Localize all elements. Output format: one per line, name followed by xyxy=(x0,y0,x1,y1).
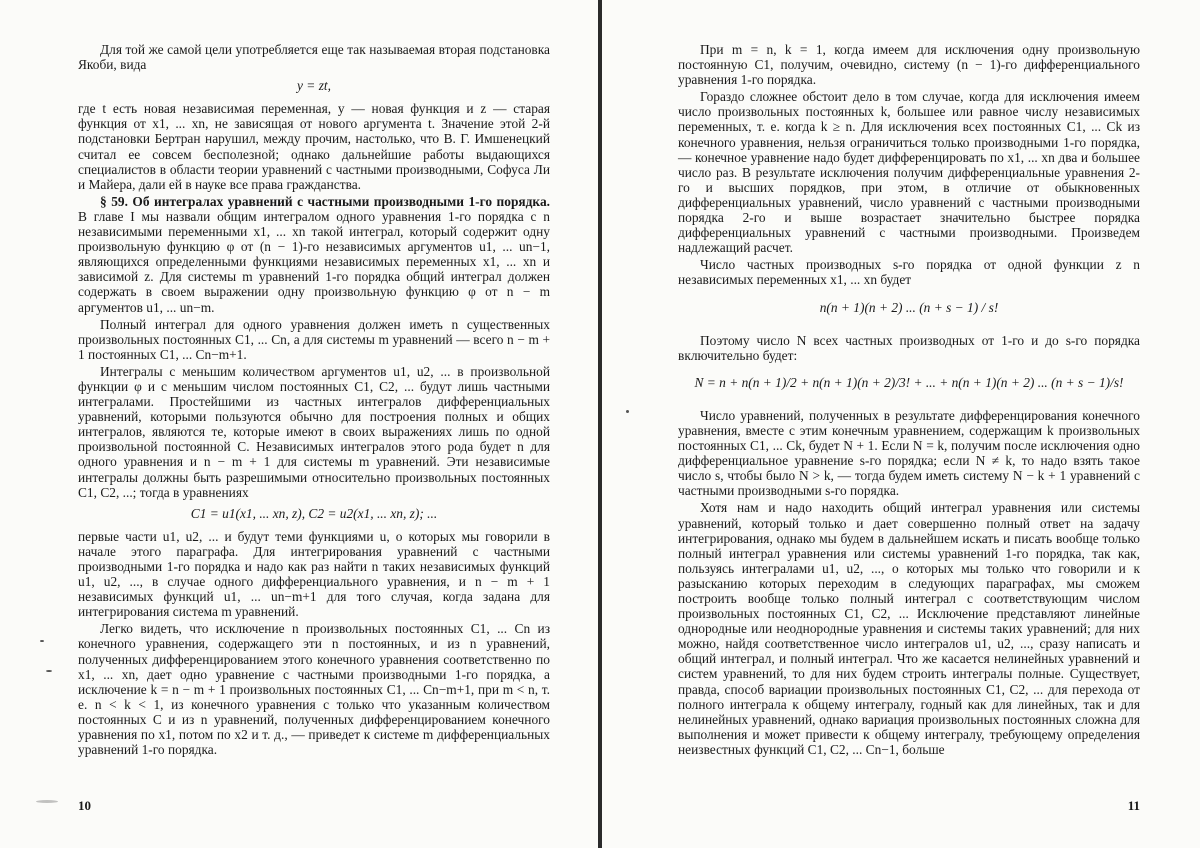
formula-constants: C1 = u1(x1, ... xn, z), C2 = u2(x1, ... xn, z); ... xyxy=(78,506,550,521)
left-page xyxy=(0,0,598,848)
scan-noise xyxy=(36,800,58,803)
formula-count: n(n + 1)(n + 2) ... (n + s − 1) / s! xyxy=(678,300,1140,315)
although-paragraph: Хотя нам и надо находить общий интеграл уравнения или системы уравнений, который только и дает совершенно полный ответ на задачу интегрирования, однако мы будем в дальнейшем искать и писать вообще только полный интеграл уравнения или системы уравнений 1-го порядка, так как, пользуясь интегралами u1, u2, ..., о которых мы только что говорили и к разысканию которых переходим в следующих параграфах, мы сможем построить вообще только полный интеграл с соответствующим числом произвольных постоянных C1, C2, ... Исключение представляют линейные однородные или неоднородные уравнения и системы таких уравнений; для них можно, найдя соответственное число интегралов u1, u2, ..., сразу написать и общий интеграл, и полный интеграл. Что же касается нелинейных уравнений и систем уравнений, то для них будем строить интегралы полные. Существует, правда, способ вариации произвольных постоянных C1, C2, ... для перехода от полного интеграла к общему интегралу, годный как для линейных, так и для нелинейных уравнений, однако вариация произвольных постоянных сложна для выполнения и может привести к общему интегралу, требующему определения неизвестных функций C1, C2, ... Cn−1, больше xyxy=(678,500,1140,757)
left-text-column xyxy=(78,42,550,759)
section-59-title: § 59. Об интегралах уравнений с частными производными 1-го порядка. xyxy=(100,194,550,209)
full-integral-paragraph: Полный интеграл для одного уравнения должен иметь n существенных произвольных постоянных C1, ... Cn, а для системы m уравнений — всего n − m + 1 постоянных C1, ... Cn−m+1. xyxy=(78,317,550,362)
first-parts-paragraph: первые части u1, u2, ... и будут теми функциями u, о которых мы говорили в начале этого параграфа. Для интегрирования уравнений с частными производными 1-го порядка и надо как раз найти n таких независимых функций u1, u2, ..., в случае одного дифференциального уравнения, и n − m + 1 независимых функций u1, ... un−m+1 для того случая, когда задана для интегрирования система m уравнений. xyxy=(78,529,550,620)
variables-paragraph: где t есть новая независимая переменная, y — новая функция и z — старая функция от x1, ... xn, не зависящая от нового аргумента t. Значение этой 2-й подстановки Бертран нарушил, между прочим, настолько, что В. Г. Имшенецкий считал ее совсем бесполезной; однако дальнейшие работы выдающихся специалистов в области теории уравнений с частными производными, Софуса Ли и Майера, дали ей в науке все права гражданства. xyxy=(78,101,550,192)
equations-count-paragraph: Число уравнений, полученных в результате дифференцирования конечного уравнения, вместе с этим конечным уравнением, содержащим k произвольных постоянных C1, ... Ck, будет N + 1. Если N = k, получим после исключения одно дифференциальное уравнение s-го порядка; если N ≠ k, то надо взять такое число s, чтобы было N > k, — тогда будем иметь систему N − k + 1 уравнений с частными производными s-го порядка. xyxy=(678,408,1140,499)
right-text-column xyxy=(678,42,1140,759)
formula-N: N = n + n(n + 1)/2 + n(n + 1)(n + 2)/3! + ... + n(n + 1)(n + 2) ... (n + s − 1)/s! xyxy=(678,375,1140,390)
when-m-equals-n-paragraph: При m = n, k = 1, когда имеем для исключения одну произвольную постоянную C1, получим, очевидно, систему (n − 1)-го дифференциального уравнения 1-го порядка. xyxy=(678,42,1140,87)
page-number-right: 11 xyxy=(1128,798,1140,814)
page-number-left: 10 xyxy=(78,798,91,814)
therefore-paragraph: Поэтому число N всех частных производных от 1-го и до s-го порядка включительно будет: xyxy=(678,333,1140,363)
scan-noise xyxy=(40,640,44,642)
easy-to-see-paragraph: Легко видеть, что исключение n произвольных постоянных C1, ... Cn из конечного уравнения, содержащего эти n постоянных, и из n уравнений, полученных дифференцированием этого конечного уравнения соответственно по x1, ... xn, дает одно уравнение с частными производными 1-го порядка, а исключение k = n − m + 1 произвольных постоянных C1, ... Cn−m+1, при m < n, т. е. n < k < 1, из конечного уравнения с только что указанным количеством постоянных C и из n уравнений, полученных дифференцированием конечного уравнения по x1, потом по x2 и т. д., — приведет к системе m дифференциальных уравнений 1-го порядка. xyxy=(78,621,550,757)
section-59-text: В главе I мы назвали общим интегралом одного уравнения 1-го порядка с n независимыми переменными x1, ... xn такой интеграл, который содержит одну произвольную функцию φ от (n − 1)-го независимых аргументов u1, ... un−1, являющихся определенными функциями независимых переменных x1, ... xn и зависимой z. Для системы m уравнений 1-го порядка общий интеграл должен содержать в своем выражении одну произвольную функцию φ от n − m аргументов u1, ... un−m. xyxy=(78,209,550,315)
integrals-paragraph: Интегралы с меньшим количеством аргументов u1, u2, ... в произвольной функции φ и с меньшим числом постоянных C1, C2, ... будут лишь частными интегралами. Простейшими из частных интегралов дифференциальных уравнений, которыми пользуются обычно для построения полных и общих интегралов, являются те, которые имеют в своих выражениях лишь по одной произвольной постоянной C. Независимых интегралов этого рода будет n для одного уравнения и n − m + 1 для системы m уравнений. Эти независимые интегралы должны быть разрешимыми относительно произвольных постоянных C1, C2, ...; тогда в уравнениях xyxy=(78,364,550,500)
right-page xyxy=(602,0,1200,848)
harder-case-paragraph: Гораздо сложнее обстоит дело в том случае, когда для исключения имеем число произвольных постоянных k, большее или равное числу независимых переменных, т. е. когда k ≥ n. Для исключения всех постоянных C1, ... Ck из конечного уравнения, нельзя ограничиться только производными 1-го порядка, — конечное уравнение надо будет дифференцировать по x1, ... xn два и большее число раз. В результате исключения получим дифференциальные уравнения 2-го и высших порядков, при этом, в отличие от обыкновенных дифференциальных уравнений, число уравнений с частными производными порядка 2-го и выше возрастает значительно быстрее порядка дифференциальных уравнений с частными производными. Произведем надлежащий расчет. xyxy=(678,89,1140,255)
scan-noise xyxy=(46,670,52,672)
scan-noise xyxy=(626,410,629,413)
formula-y-zt: y = zt, xyxy=(78,78,550,93)
intro-paragraph: Для той же самой цели употребляется еще так называемая вторая подстановка Якоби, вида xyxy=(78,42,550,72)
count-derivatives-paragraph: Число частных производных s-го порядка от одной функции z n независимых переменных x1, ... xn будет xyxy=(678,257,1140,287)
section-59-paragraph xyxy=(78,194,550,315)
